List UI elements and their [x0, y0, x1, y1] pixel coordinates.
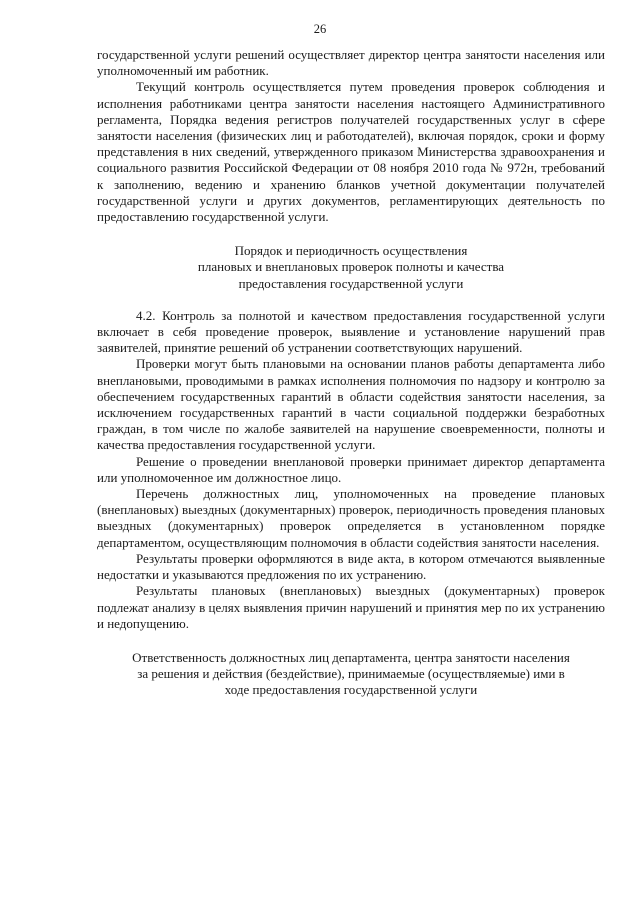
paragraph-continuation: государственной услуги решений осуществляет директор центра занятости населения или уполномоченный им работник. — [97, 47, 605, 79]
page-number: 26 — [313, 22, 327, 36]
heading-line: предоставления государственной услуги — [238, 275, 464, 291]
heading-line: плановых и внеплановых проверок полноты и качества — [197, 259, 505, 275]
section-heading-inspections — [97, 243, 605, 292]
heading-line: Порядок и периодичность осуществления — [234, 243, 468, 259]
document-body — [97, 47, 605, 699]
paragraph-unscheduled-decision: Решение о проведении внеплановой проверки принимает директор департамента или уполномоченное им должностное лицо. — [97, 453, 605, 485]
paragraph-inspection-types: Проверки могут быть плановыми на основании планов работы департамента либо внеплановыми, проводимыми в рамках исполнения полномочия по надзору и контролю за обеспечением государственных гарантий в области содействия занятости населения, за исключением государственных гарантий в части социальной поддержки безработных граждан, в том числе по жалобе заявителей на нарушение своевременности, полноты и качества предоставления государственной услуги. — [97, 356, 605, 453]
paragraph-results-analysis: Результаты плановых (внеплановых) выездных (документарных) проверок подлежат анализу в целях выявления причин нарушений и принятия мер по их устранению и недопущению. — [97, 583, 605, 631]
paragraph-officials-list: Перечень должностных лиц, уполномоченных на проведение плановых (внеплановых) выездных (документарных) проверок, периодичность проведения плановых выездных (документарных) проверок определяется в установленном порядке департаментом, осуществляющим полномочия в области содействия занятости населения. — [97, 486, 605, 550]
paragraph-4-2: 4.2. Контроль за полнотой и качеством предоставления государственной услуги включает в себя проведение проверок, выявление и установление нарушений прав заявителей, принятие решений об устранении соответствующих нарушений. — [97, 307, 605, 356]
heading-line: Ответственность должностных лиц департамента, центра занятости населения — [132, 649, 570, 665]
heading-line: за решения и действия (бездействие), принимаемые (осуществляемые) ими в — [137, 666, 565, 682]
paragraph-inspection-results: Результаты проверки оформляются в виде акта, в котором отмечаются выявленные недостатки и указываются предложения по их устранению. — [97, 550, 605, 583]
heading-line: ходе предоставления государственной услуги — [224, 682, 478, 698]
section-heading-responsibility — [77, 650, 625, 699]
paragraph-current-control: Текущий контроль осуществляется путем проведения проверок соблюдения и исполнения работниками центра занятости населения настоящего Административного регламента, Порядка ведения регистров получателей государственных услуг в сфере занятости населения (физических лиц и работодателей), включая порядок, сроки и форму представления в них сведений, утвержденного приказом Министерства здравоохранения и социального развития Российской Федерации от 08 ноября 2010 года № 972н, требований к заполнению, ведению и хранению бланков учетной документации получателей государственной услуги и других документов, регламентирующих деятельность по предоставлению государственной услуги. — [97, 79, 605, 225]
